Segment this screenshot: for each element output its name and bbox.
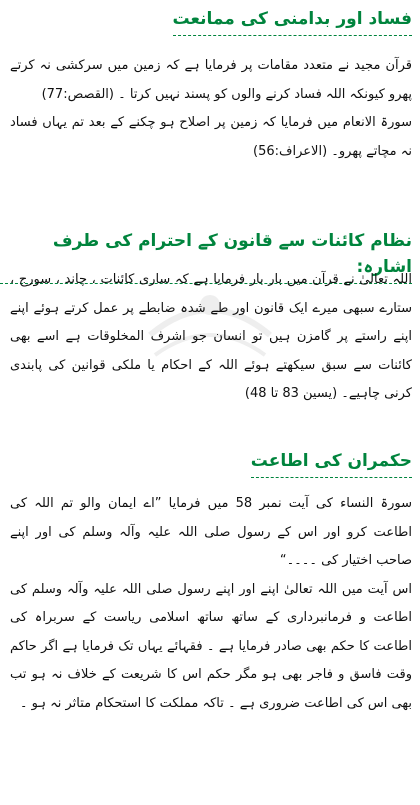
- section-heading: نظام کائنات سے قانون کے احترام کی طرف اشارہ:: [0, 228, 412, 284]
- paragraph: سورۃ الانعام میں فرمایا کہ زمین پر اصلاح ہو چکنے کے بعد تم یہاں فساد نہ مچاتے پھرو۔ (الاعراف:56): [10, 115, 412, 159]
- section-heading-wrap: [173, 6, 412, 36]
- paragraph: اس آیت میں اللہ تعالیٰ اپنے اور اپنے رسول صلی اللہ علیہ وآلہ وسلم کی اطاعت و فرمانبرداری کے ساتھ ساتھ اسلامی ریاست کے سربراہ کی اطاعت کا حکم بھی صادر فرمایا ہے ۔ فقہائے یہاں تک فرمایا ہے اگر حاکم وقت فاسق و فاجر بھی ہو مگر حکم اس کا شریعت کے خلاف نہ ہو تب بھی اس کی اطاعت ضروری ہے ۔ تاکہ مملکت کا استحکام متاثر نہ ہو ۔: [10, 581, 412, 711]
- section-body: [10, 490, 412, 718]
- section-heading: فساد اور بدامنی کی ممانعت: [173, 6, 412, 36]
- paragraph: سورۃ النساء کی آیت نمبر 58 میں فرمایا ”اے ایمان والو تم اللہ کی اطاعت کرو اور اس کے رسول صلی اللہ علیہ وآلہ وسلم کی اور اپنے صاحب اختیار کی ۔۔۔۔“: [10, 496, 412, 568]
- paragraph: اللہ تعالیٰ نے قرآن میں بار بار فرمایا ہے کہ ساری کائنات ، چاند ، سورج ، ستارے سبھی میرے ایک قانون اور طے شدہ ضابطے پر عمل کرتے ہوئے اپنے اپنے راستے پر گامزن ہیں تو انسان جو اشرف المخلوقات ہے اسے بھی کائنات سے سبق سیکھتے ہوئے اللہ کے احکام یا ملکی قوانین کی پابندی کرنی چاہیے۔ (یسین 83 تا 48): [10, 272, 412, 401]
- section-heading-wrap: [251, 448, 412, 478]
- section-body: [10, 52, 412, 166]
- section-heading: حکمران کی اطاعت: [251, 448, 412, 478]
- paragraph: قرآن مجید نے متعدد مقامات پر فرمایا ہے کہ زمین میں سرکشی نہ کرتے پھرو کیونکہ اللہ فساد کرنے والوں کو پسند نہیں کرتا ۔ (القصص:77): [10, 58, 412, 102]
- section-body: [10, 266, 412, 409]
